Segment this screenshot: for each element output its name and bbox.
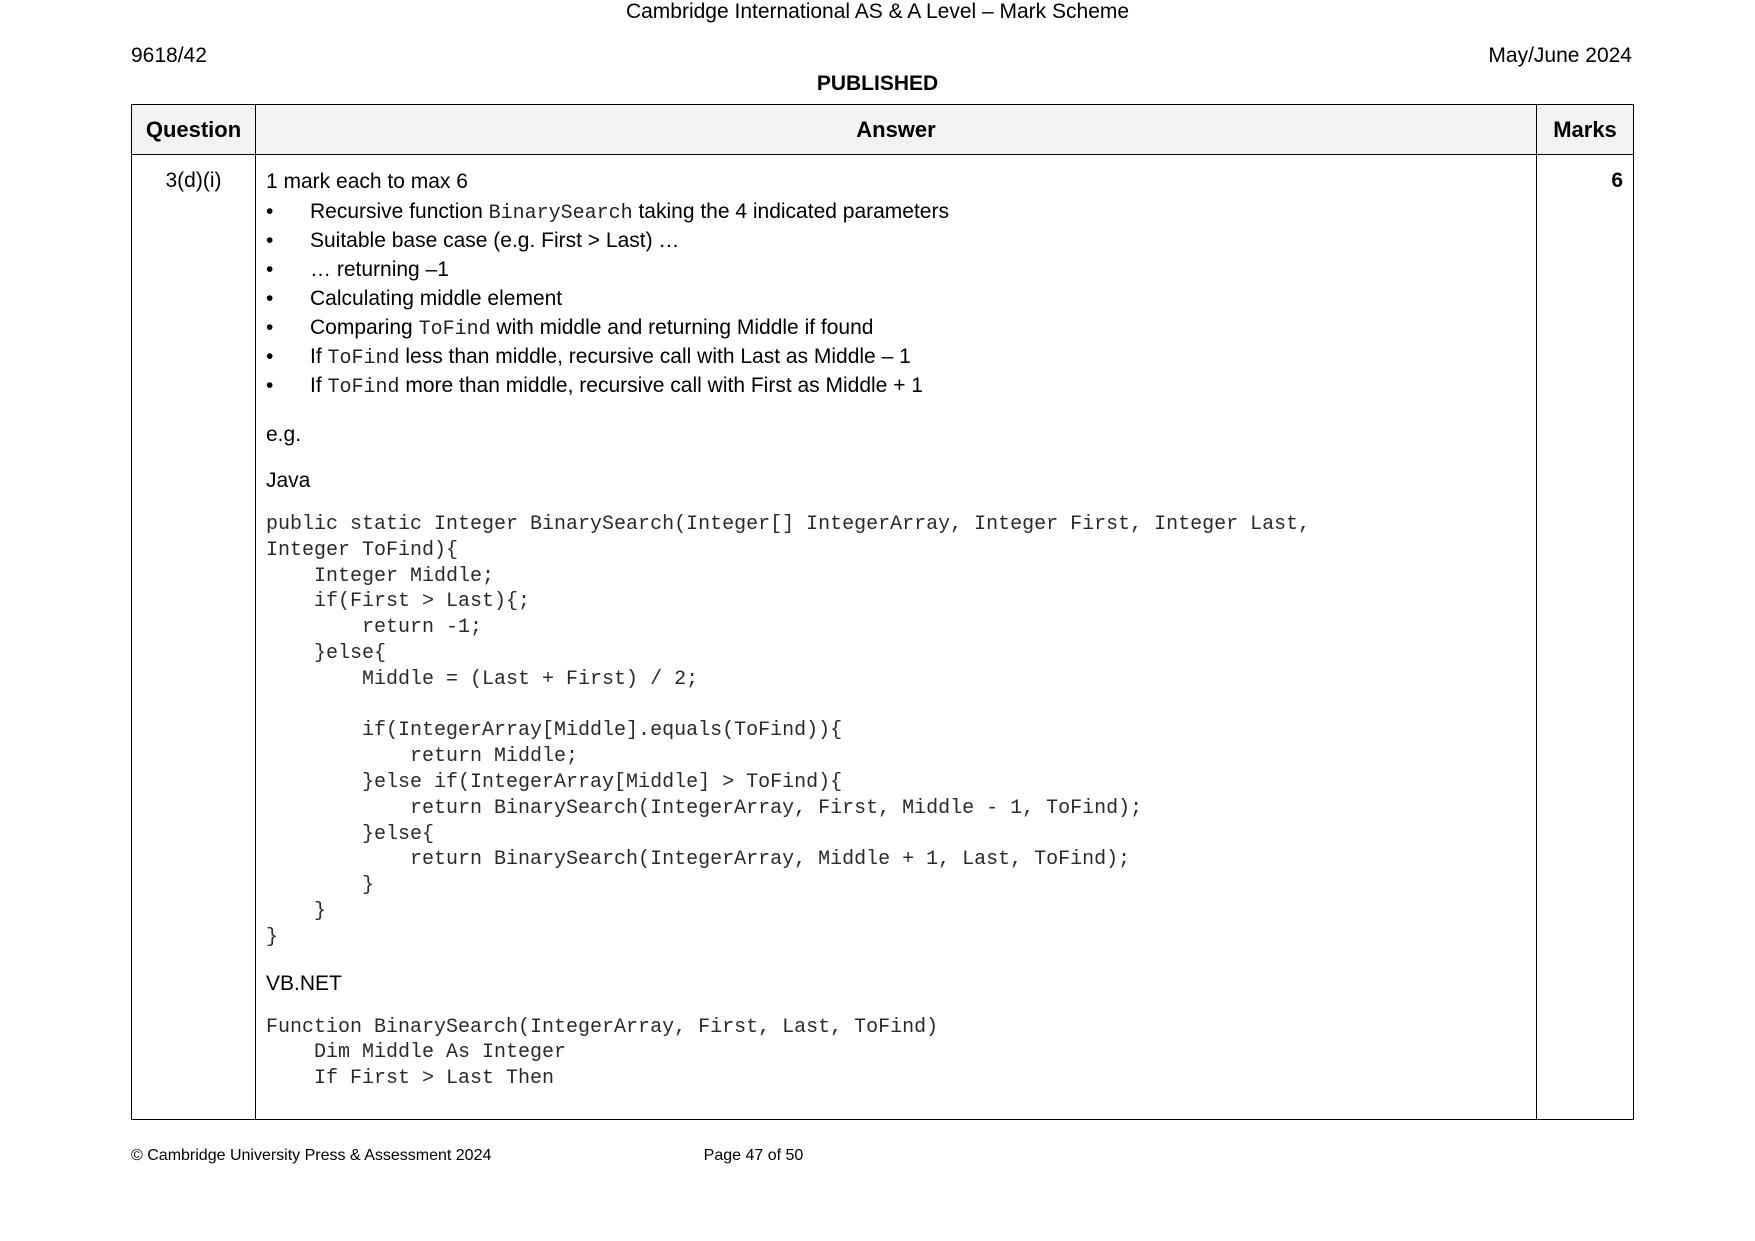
bullet-icon: •: [266, 374, 274, 397]
bullet-icon: •: [266, 229, 274, 252]
java-code-block: public static Integer BinarySearch(Integer[] IntegerArray, Integer First, Integer Last, Integer ToFind){ Integer Middle; if(First > Last){; return -1; }else{ Middle = (Last + First) / 2; if(IntegerArray[Middle].equals(ToFind)){ return Middle; }else if(IntegerArray[Middle] > ToFind){ return BinarySearch(IntegerArray, First, Middle - 1, ToFind); }else{ return BinarySearch(IntegerArray, Middle + 1, Last, ToFind); } } }: [266, 513, 1311, 949]
published-label: PUBLISHED: [816, 72, 939, 95]
question-header: Question: [132, 105, 256, 155]
list-item: [266, 228, 1526, 257]
criterion-text-after: taking the 4 indicated parameters: [632, 200, 949, 223]
criterion-text: … returning –1: [310, 258, 449, 281]
list-item: [266, 199, 1526, 228]
bullet-icon: •: [266, 287, 274, 310]
marking-criteria-list: [266, 199, 1526, 402]
bullet-icon: •: [266, 316, 274, 339]
criterion-text-after: less than middle, recursive call with Last as Middle – 1: [399, 345, 911, 368]
marks-header: Marks: [1537, 105, 1634, 155]
answer-cell: [256, 155, 1537, 1120]
copyright-notice: © Cambridge University Press & Assessment 2024: [131, 1147, 492, 1164]
bullet-icon: •: [266, 258, 274, 281]
criterion-code: ToFind: [327, 347, 400, 370]
example-label: e.g.: [266, 423, 302, 446]
list-item: [266, 373, 1526, 402]
criterion-text: Calculating middle element: [310, 287, 563, 310]
page-number: Page 47 of 50: [703, 1147, 804, 1164]
criterion-text: Comparing: [310, 316, 419, 339]
list-item: [266, 315, 1526, 344]
list-item: [266, 257, 1526, 286]
list-item: [266, 344, 1526, 373]
question-number: 3(d)(i): [132, 155, 256, 1120]
vbnet-code-block: Function BinarySearch(IntegerArray, First, Last, ToFind) Dim Middle As Integer If First > Last Then: [266, 1015, 939, 1091]
document-title: Cambridge International AS & A Level – Mark Scheme: [625, 0, 1130, 23]
mark-allocation-intro: 1 mark each to max 6: [266, 170, 468, 193]
answer-header: Answer: [256, 105, 1537, 155]
criterion-text: If: [310, 374, 328, 397]
paper-code: 9618/42: [131, 44, 207, 67]
criterion-text: Recursive function: [310, 200, 489, 223]
criterion-code: BinarySearch: [488, 202, 633, 225]
table-row: [132, 155, 1634, 1120]
marks-value: 6: [1537, 155, 1634, 1120]
table-header-row: [132, 105, 1634, 155]
list-item: [266, 286, 1526, 315]
criterion-text: Suitable base case (e.g. First > Last) …: [310, 229, 680, 252]
criterion-text: If: [310, 345, 328, 368]
criterion-text-after: with middle and returning Middle if found: [490, 316, 874, 339]
criterion-text-after: more than middle, recursive call with First as Middle + 1: [399, 374, 923, 397]
bullet-icon: •: [266, 200, 274, 223]
vbnet-label: VB.NET: [266, 971, 342, 995]
java-label: Java: [266, 469, 311, 492]
criterion-code: ToFind: [418, 318, 491, 341]
mark-scheme-table: [131, 104, 1634, 1120]
exam-session: May/June 2024: [1488, 44, 1632, 67]
bullet-icon: •: [266, 345, 274, 368]
criterion-code: ToFind: [327, 376, 400, 399]
